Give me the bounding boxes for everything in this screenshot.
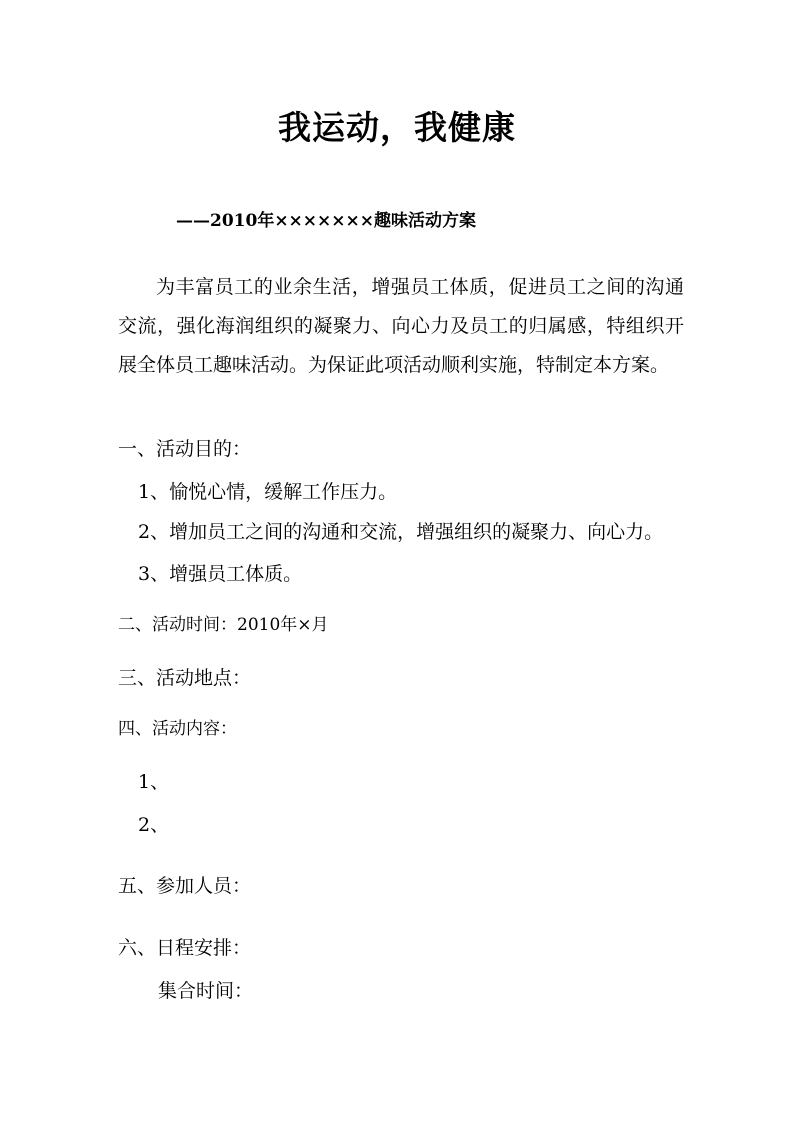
section-heading-time: 二、活动时间：2010年×月 — [118, 615, 329, 635]
section-heading-place: 三、活动地点： — [118, 667, 252, 689]
section-heading-content: 四、活动内容： — [118, 719, 237, 739]
document-subtitle: ——2010年×××××××趣味活动方案 — [176, 211, 477, 231]
content-item: 1、 — [138, 771, 170, 793]
section-heading-participants: 五、参加人员： — [118, 875, 252, 897]
content-item: 2、 — [138, 814, 170, 836]
section-heading-schedule: 六、日程安排： — [118, 937, 252, 959]
intro-paragraph: 为丰富员工的业余生活，增强员工体质，促进员工之间的沟通交流，强化海润组织的凝聚力、向心力及员工的归属感，特组织开展全体员工趣味活动。为保证此项活动顺利实施，特制定本方案。 — [118, 276, 684, 376]
purpose-item: 1、愉悦心情，缓解工作压力。 — [138, 481, 398, 503]
document-title: 我运动，我健康 — [278, 108, 516, 147]
purpose-item: 2、增加员工之间的沟通和交流，增强组织的凝聚力、向心力。 — [138, 521, 664, 543]
schedule-gather-time: 集合时间： — [158, 980, 254, 1002]
section-heading-purpose: 一、活动目的： — [118, 438, 252, 460]
purpose-item: 3、增强员工体质。 — [138, 563, 303, 585]
